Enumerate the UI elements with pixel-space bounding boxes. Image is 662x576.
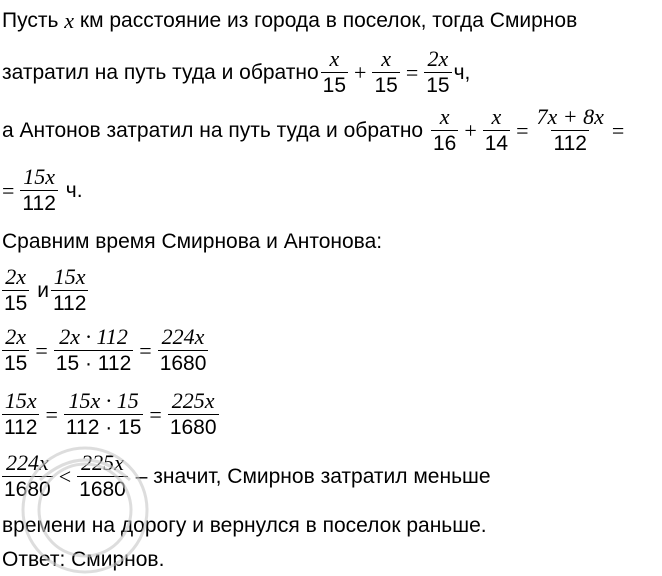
fraction	[321, 48, 348, 97]
numerator: 15x	[53, 264, 86, 289]
line-1-var: x	[64, 8, 75, 33]
fraction	[2, 390, 39, 439]
plus-sign: +	[354, 59, 367, 85]
fraction	[372, 48, 399, 97]
numerator: 15x · 15	[68, 388, 139, 413]
line-10	[2, 514, 487, 538]
answer-text: Ответ: Смирнов.	[2, 548, 165, 571]
numerator: 224x	[161, 324, 205, 349]
fraction	[2, 452, 53, 501]
denominator: 112 · 15	[65, 416, 142, 439]
denominator: 112	[22, 192, 56, 215]
equals-sign: =	[2, 177, 15, 203]
denominator: 15	[426, 74, 450, 97]
numerator: 15x	[4, 388, 37, 413]
denominator: 1680	[79, 478, 126, 501]
numerator: 2x	[5, 264, 27, 289]
denominator: 16	[432, 132, 457, 155]
denominator: 112	[553, 132, 587, 155]
fraction	[483, 106, 510, 155]
fraction	[51, 266, 88, 315]
fraction	[20, 166, 57, 215]
fraction	[431, 106, 458, 155]
denominator: 15	[4, 292, 28, 315]
fraction	[168, 390, 219, 439]
fraction	[2, 266, 29, 315]
plus-sign: +	[464, 117, 477, 143]
line-5-text: Сравним время Смирнова и Антонова:	[2, 230, 383, 253]
denominator: 14	[484, 132, 509, 155]
line-9	[2, 452, 491, 501]
numerator: 225x	[81, 450, 124, 475]
fraction	[2, 326, 29, 375]
numerator: 2x	[5, 324, 27, 349]
line-2-text: затратил на путь туда и обратно	[2, 60, 319, 84]
denominator: 1680	[159, 352, 207, 375]
unit-text: ч.	[65, 178, 83, 202]
fraction	[64, 390, 144, 439]
equals-sign: =	[611, 117, 625, 143]
denominator: 15	[374, 74, 398, 97]
equals-sign: =	[45, 401, 58, 427]
line-4	[2, 166, 83, 215]
equals-sign: =	[139, 337, 152, 363]
numerator: x	[439, 104, 450, 129]
numerator: 15x	[23, 164, 56, 189]
line-6	[2, 266, 90, 315]
numerator: x	[491, 104, 502, 129]
line-9-text: – значит, Смирнов затратил меньше	[135, 464, 491, 488]
denominator: 112	[4, 416, 38, 439]
conjunction: и	[37, 278, 49, 302]
fraction	[535, 106, 606, 155]
denominator: 1680	[169, 416, 217, 439]
denominator: 15	[322, 74, 347, 97]
line-3	[2, 106, 628, 155]
unit-text: ч,	[453, 60, 471, 84]
equals-sign: =	[405, 59, 419, 85]
equals-sign: =	[149, 401, 162, 427]
line-2	[2, 48, 470, 97]
line-7	[2, 326, 210, 375]
numerator: 2x · 112	[59, 324, 128, 349]
less-than-sign: <	[58, 463, 72, 489]
line-5	[2, 230, 382, 254]
fraction	[424, 48, 451, 97]
fraction	[158, 326, 209, 375]
denominator: 112	[52, 292, 87, 315]
numerator: x	[381, 46, 392, 71]
fraction	[77, 452, 128, 501]
line-10-text: времени на дорогу и вернулся в поселок раньше.	[2, 514, 487, 537]
denominator: 15 · 112	[55, 352, 132, 375]
line-8	[2, 390, 221, 439]
line-11	[2, 548, 164, 572]
line-1-post: км расстояние из города в поселок, тогда Смирнов	[79, 9, 578, 32]
denominator: 1680	[4, 478, 51, 501]
numerator: 7x + 8x	[536, 104, 604, 129]
numerator: 224x	[5, 450, 49, 475]
line-1	[2, 8, 577, 34]
numerator: x	[329, 46, 340, 71]
equals-sign: =	[35, 337, 48, 363]
fraction	[54, 326, 134, 375]
line-3-text: а Антонов затратил на путь туда и обратно	[2, 118, 424, 142]
denominator: 15	[4, 352, 28, 375]
line-1-pre: Пусть	[2, 9, 59, 32]
numerator: 225x	[171, 388, 215, 413]
equals-sign: =	[516, 117, 529, 143]
numerator: 2x	[427, 46, 449, 71]
